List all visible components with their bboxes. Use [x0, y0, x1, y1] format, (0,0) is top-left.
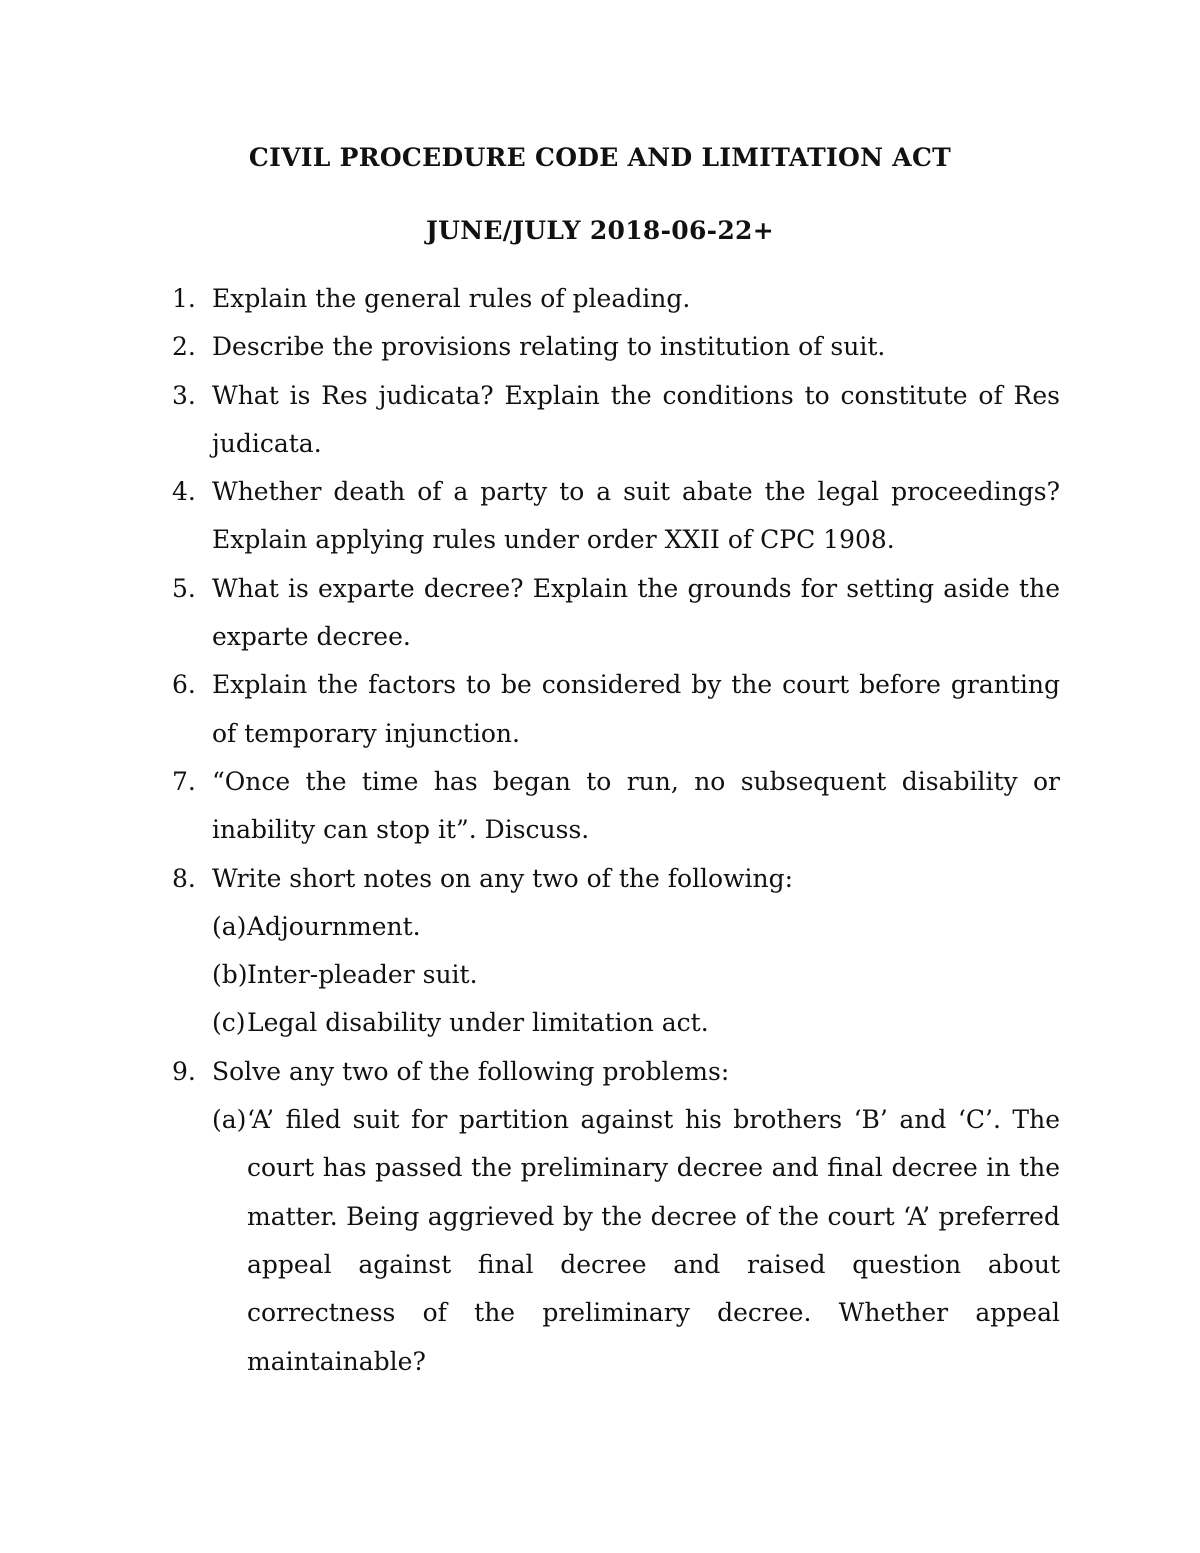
question-number: 6. — [172, 670, 196, 700]
question-number: 3. — [172, 380, 196, 410]
question-text: Solve any two of the following problems: — [212, 1056, 730, 1086]
question-number: 4. — [172, 477, 196, 507]
sub-question-text: Legal disability under limitation act. — [247, 1008, 709, 1038]
question-text: Explain the general rules of pleading. — [212, 284, 691, 313]
sub-question-label: (a) — [212, 1105, 247, 1135]
question-item — [172, 372, 1060, 469]
question-text: What is Res judicata? Explain the conditions to constitute of Res judicata. — [212, 380, 1060, 458]
question-number: 8. — [172, 863, 196, 893]
sub-question-text: Adjournment. — [247, 911, 421, 941]
question-text: Whether death of a party to a suit abate the legal proceedings? Explain applying rules under order XXII of CPC 1908. — [212, 477, 1060, 555]
document-title: CIVIL PROCEDURE CODE AND LIMITATION ACT — [248, 143, 952, 172]
question-item — [172, 758, 1060, 855]
sub-question-label: (c) — [212, 1008, 246, 1038]
sub-question-item — [212, 999, 1060, 1047]
question-list — [172, 275, 1060, 1386]
question-number: 9. — [172, 1056, 196, 1086]
question-text: Describe the provisions relating to institution of suit. — [212, 332, 886, 362]
question-item — [172, 275, 1060, 323]
question-text: “Once the time has began to run, no subsequent disability or inability can stop it”. Discuss. — [212, 766, 1060, 845]
question-text: Explain the factors to be considered by the court before granting of temporary injunction. — [212, 670, 1060, 748]
sub-question-text: ‘A’ filed suit for partition against his brothers ‘B’ and ‘C’. The court has passed the preliminary decree and final decree in the matter. Being aggrieved by the decree of the court ‘A’ preferred appeal against final decree and raised question about correctness of the preliminary decree. Whether appeal maintainable? — [247, 1105, 1060, 1376]
sub-question-list — [212, 1096, 1060, 1386]
question-number: 2. — [172, 332, 196, 362]
question-item — [172, 1048, 1060, 1386]
question-item — [172, 565, 1060, 662]
question-item — [172, 661, 1060, 758]
exam-session: JUNE/JULY 2018-06-22+ — [426, 216, 774, 245]
sub-question-label: (a) — [212, 911, 247, 941]
question-text: Write short notes on any two of the following: — [212, 863, 794, 893]
question-number: 1. — [172, 284, 196, 313]
question-number: 7. — [172, 766, 196, 796]
sub-question-text: Inter-pleader suit. — [247, 960, 478, 990]
question-item — [172, 323, 1060, 371]
sub-question-list — [212, 903, 1060, 1048]
sub-question-item — [212, 1096, 1060, 1386]
question-item — [172, 855, 1060, 1048]
question-number: 5. — [172, 573, 196, 603]
question-text: What is exparte decree? Explain the grounds for setting aside the exparte decree. — [212, 573, 1060, 652]
sub-question-item — [212, 903, 1060, 951]
question-item — [172, 468, 1060, 565]
sub-question-label: (b) — [212, 960, 248, 990]
sub-question-item — [212, 951, 1060, 999]
